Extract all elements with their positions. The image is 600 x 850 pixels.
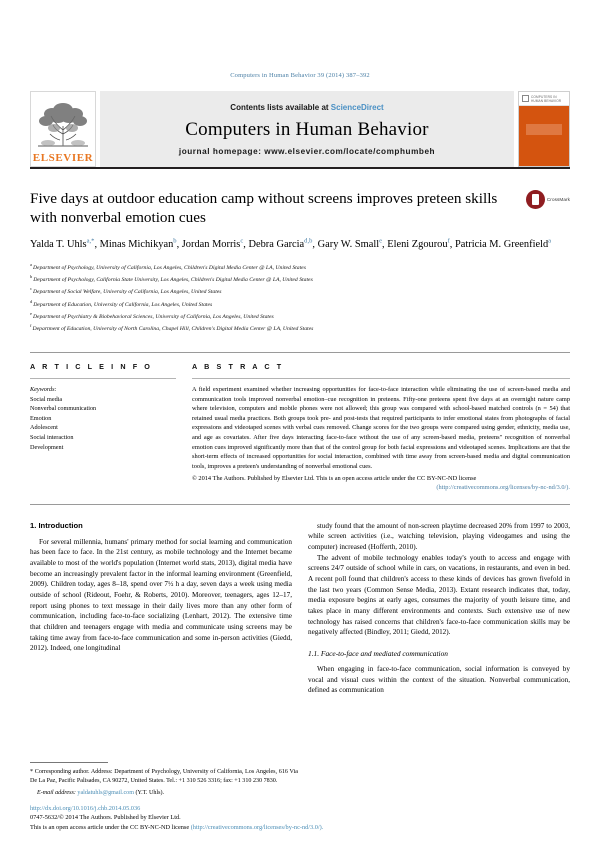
affiliation-item <box>30 310 570 322</box>
affiliation-mark: f <box>30 322 32 328</box>
article-info-divider <box>30 378 176 379</box>
journal-homepage[interactable]: journal homepage: www.elsevier.com/locate/comphumbeh <box>178 146 436 156</box>
copyright-text: © 2014 The Authors. Published by Elsevier Ltd. This is an open access article under the CC BY-NC-ND license <box>192 474 477 482</box>
affiliation-list <box>30 261 570 334</box>
author-sep: , <box>312 239 318 251</box>
author-item <box>100 239 182 250</box>
title-block <box>30 189 570 228</box>
affiliation-item <box>30 322 570 334</box>
affiliation-text: Department of Education, University of California, Los Angeles, United States <box>33 301 213 308</box>
subsection-heading: 1.1. Face-to-face and mediated communication <box>308 648 448 658</box>
corresponding-author-footnote <box>30 762 298 798</box>
crossmark-icon <box>526 190 545 209</box>
running-head: Computers in Human Behavior 39 (2014) 387–392 <box>230 72 370 79</box>
author-affil-marks: a,* <box>86 237 95 245</box>
article-info-heading: A R T I C L E I N F O <box>30 361 153 371</box>
cover-square-icon <box>522 95 529 102</box>
author-item <box>30 239 100 250</box>
keyword-item: Nonverbal communication <box>30 405 97 413</box>
abstract-text: A field experiment examined whether increasing opportunities for face-to-face interaction while eliminating the use of screen-based media and communication tools improved nonverbal emotion–cue recognition in preteens. Fifty-one preteens spent five days at an overnight nature camp where television, computers and mobile phones were not allowed; this group was compared with school-based matched controls (n = 54) that retained usual media practices. Both groups took pre- and post-tests that required participants to infer emotional states from photographs of facial expressions and videotaped scenes with verbal cues removed. Change scores for the two groups were compared using gender, ethnicity, media use, and age as covariates. After five days interacting face-to-face without the use of any screen-based media, preteens" recognition of nonverbal emotion cues improved significantly more than that of the control group for both facial expressions and videotaped scenes. Implications are that the short-term effects of increased opportunities for social interaction, combined with time away from screen-based media and digital communication tools, improves a preteen's understanding of nonverbal emotional cues. <box>192 385 570 471</box>
journal-cover-thumbnail <box>518 91 570 167</box>
affiliation-item <box>30 298 570 310</box>
paragraph: When engaging in face-to-face communication, social information is conveyed by vocal and visual cues within the context of the situation. Nonverbal communication, defined as communication <box>308 664 570 695</box>
keyword-item: Social interaction <box>30 433 74 441</box>
sciencedirect-link[interactable]: ScienceDirect <box>330 102 384 112</box>
cover-title-line1: COMPUTERS IN <box>531 94 557 99</box>
author-affil-marks: e <box>379 237 383 245</box>
author-sep: , <box>382 239 388 251</box>
affiliation-text: Department of Psychology, University of California, Los Angeles, Children's Digital Media Center @ LA, United States <box>32 265 306 272</box>
contents-prefix: Contents lists available at <box>230 102 331 112</box>
footnote-divider <box>30 762 108 763</box>
email-label: E-mail address: <box>37 789 76 796</box>
affiliation-text: Department of Education, University of North Carolina, Chapel Hill, Children's Digital Media Center @ LA, United States <box>32 325 314 332</box>
journal-banner-center <box>100 91 514 167</box>
author-affil-marks: f <box>447 237 450 245</box>
license-url[interactable]: (http://creativecommons.org/licenses/by-nc-nd/3.0/). <box>436 484 570 492</box>
elsevier-wordmark: ELSEVIER <box>32 152 94 164</box>
keyword-item: Development <box>30 443 64 451</box>
author-item <box>249 239 318 250</box>
affiliation-text: Department of Social Welfare, University of California, Los Angeles, United States <box>32 289 222 296</box>
author-name: Gary W. Small <box>317 239 380 251</box>
crossmark-badge[interactable] <box>526 190 570 209</box>
journal-cover-art <box>519 106 569 166</box>
crossmark-label: CrossMark <box>546 197 570 202</box>
journal-banner <box>30 91 570 169</box>
footer-license <box>30 823 570 832</box>
body-column-right <box>308 521 570 696</box>
journal-cover-masthead <box>519 92 569 106</box>
email-owner: (Y.T. Uhls). <box>135 789 165 796</box>
footnote-email-line <box>30 789 298 798</box>
author-sep: , <box>94 239 100 251</box>
cover-title-line2: HUMAN BEHAVIOR <box>531 98 562 103</box>
author-list <box>30 237 570 253</box>
keywords-label: Keywords: <box>30 385 57 393</box>
author-item <box>318 239 388 250</box>
section-heading-introduction: 1. Introduction <box>30 520 83 530</box>
author-item <box>387 239 455 250</box>
author-sep: , <box>449 239 455 251</box>
abstract-copyright <box>192 474 570 493</box>
author-sep: , <box>243 239 249 251</box>
keyword-item: Emotion <box>30 414 52 422</box>
contents-available-line <box>230 103 383 112</box>
article-info-column <box>30 362 192 493</box>
paragraph: For several millennia, humans' primary method for social learning and communication has been face to face. In the 21st century, as mobile technology and the Internet became available to most of the world's population (Internet world stats, 2013), digital media have become an increasingly prevalent factor in the informal learning environment (Greenfield, 2009). Children today, ages 8–18, spend over 7½ h a day, seven days a week using media outside of school (Rideout, Foehr, & Roberts, 2010). Moreover, teenagers, ages 12–17, report using phones to text message in their daily lives more than any other form of communication, including face-to-face socializing (Lenhart, 2012). The extensive time that children and teenagers engage with media and communicate using screens may be taking time away from face-to-face communication and some in-person activities (Giedd, 2012). Indeed, one longitudinal <box>30 537 292 653</box>
author-affil-marks: c <box>240 237 244 245</box>
body-column-left <box>30 521 292 696</box>
journal-title: Computers in Human Behavior <box>185 118 429 140</box>
affiliation-mark: a <box>30 262 32 268</box>
affiliation-text: Department of Psychiatry & Biobehavioral Sciences, University of California, Los Angeles, United States <box>32 313 274 320</box>
author-name: Eleni Zgourou <box>387 239 448 251</box>
author-name: Patricia M. Greenfield <box>454 239 549 251</box>
license-prefix: This is an open access article under the CC BY-NC-ND license <box>30 823 191 831</box>
page-title: Five days at outdoor education camp without screens improves preteen skills with nonverbal emotion cues <box>30 190 498 227</box>
info-abstract-block <box>30 352 570 505</box>
affiliation-text: Department of Psychology, California State University, Los Angeles, Children's Digital Media Center @ LA, United States <box>33 277 313 284</box>
journal-cover-title <box>531 95 561 103</box>
abstract-divider <box>192 378 570 379</box>
doi-link[interactable]: http://dx.doi.org/10.1016/j.chb.2014.05.036 <box>30 804 141 812</box>
affiliation-mark: e <box>30 310 32 316</box>
paragraph: study found that the amount of non-screen playtime decreased 20% from 1997 to 2003, while screen activities (i.e., watching television, playing videogames and using the computer) increased (Hofferth, 2010). <box>308 521 570 551</box>
affiliation-item <box>30 285 570 297</box>
affiliation-mark: b <box>30 274 33 280</box>
author-item <box>182 239 249 250</box>
page-footer <box>30 804 570 832</box>
affiliation-item <box>30 261 570 273</box>
keyword-item: Adolescent <box>30 424 58 432</box>
footer-license-url[interactable]: (http://creativecommons.org/licenses/by-nc-nd/3.0/). <box>190 823 324 831</box>
affiliation-item <box>30 273 570 285</box>
elsevier-logo <box>30 91 96 167</box>
author-name: Debra Garcia <box>248 239 305 251</box>
author-affil-marks: a <box>548 237 552 245</box>
author-item <box>455 239 551 250</box>
elsevier-tree-icon <box>34 100 92 152</box>
author-name: Jordan Morris <box>181 239 241 251</box>
paragraph: The advent of mobile technology enables today's youth to access and engage with screens 24/7 outside of school while in cars, on vacations, in restaurants, and even in bed. A recent poll found that children's access to these kinds of devices has grown fivefold in the last two years (Common Sense Media, 2013). Extant research indicates that, today, media exposure begins at early ages, consumes the majority of youth leisure time, and takes place in many different environments and contexts. Such extensive use of new technology has raised concerns that children's face-to-face communication skills may be negatively affected (Bindley, 2011; Giedd, 2012). <box>308 553 570 637</box>
author-affil-marks: b <box>173 237 177 245</box>
email-address[interactable]: yaldatuhls@gmail.com <box>77 789 134 796</box>
author-name: Minas Michikyan <box>99 239 174 251</box>
abstract-column <box>192 362 570 493</box>
affiliation-mark: d <box>30 298 33 304</box>
author-name: Yalda T. Uhls <box>30 239 87 251</box>
keyword-item: Social media <box>30 395 63 403</box>
affiliation-mark: c <box>30 286 32 292</box>
author-affil-marks: d,b <box>304 237 313 245</box>
abstract-heading: A B S T R A C T <box>192 361 284 371</box>
issn-copyright: 0747-5632/© 2014 The Authors. Published by Elsevier Ltd. <box>30 814 181 822</box>
footnote-text: * Corresponding author. Address: Department of Psychology, University of California, Los Angeles, 616 Via De La Paz, Pacific Palisades, CA 90272, United States. Tel.: +1 310 526 3316; fax: +1 310 230 7830. <box>30 768 298 784</box>
author-sep: , <box>176 239 182 251</box>
body-columns <box>30 521 570 696</box>
